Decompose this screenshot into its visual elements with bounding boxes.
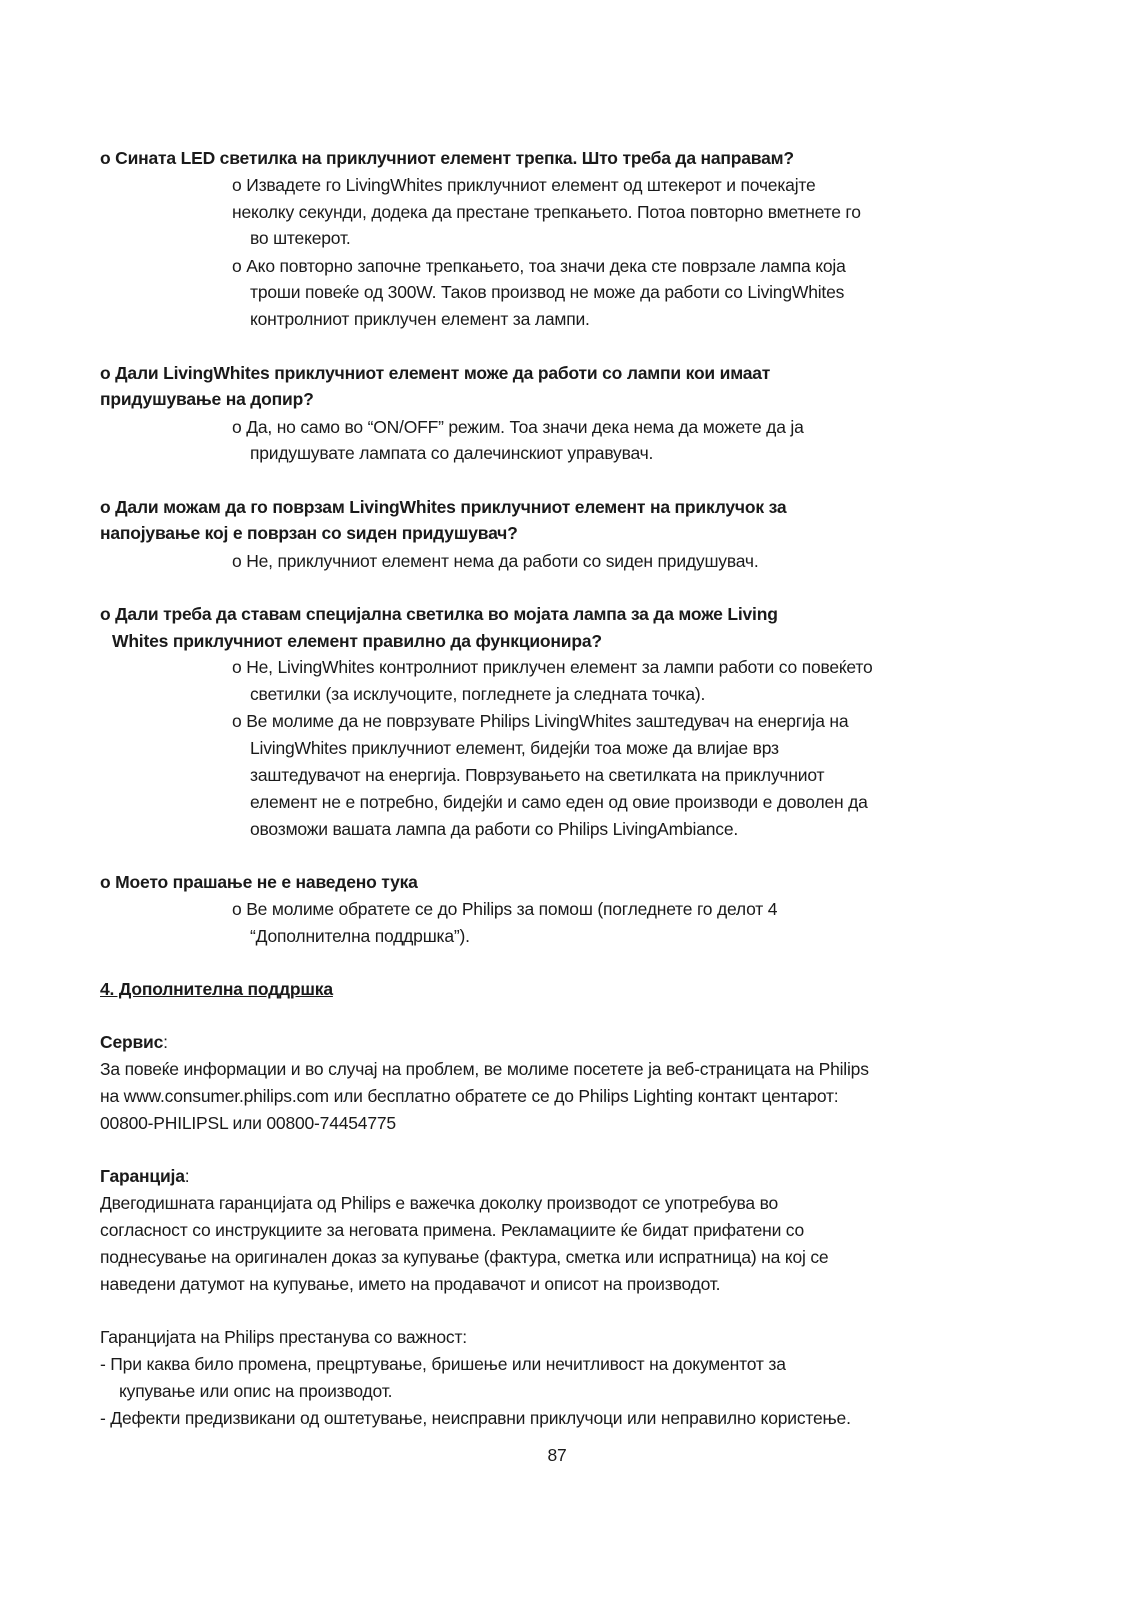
page-number: 87 (547, 1445, 567, 1465)
warranty-heading (100, 1165, 189, 1187)
faq-answer: o Не, LivingWhites контролниот приклучен елемент за лампи работи со повеќето (232, 657, 873, 677)
service-label: Сервис (100, 1032, 164, 1052)
warranty-text: согласност со инструкциите за неговата примена. Рекламациите ќе бидат прифатени со (100, 1220, 805, 1240)
warranty-expiry-item: купување или опис на производот. (119, 1381, 393, 1401)
faq-question: напојување кој е поврзан со ѕиден придушувач? (100, 523, 518, 543)
faq-answer: придушувате лампата со далечинскиот управувач. (250, 443, 654, 463)
service-text: на www.consumer.philips.com или бесплатно обратете се до Philips Lighting контакт центарот: (100, 1086, 839, 1106)
service-heading (100, 1031, 168, 1053)
faq-answer: елемент не е потребно, бидејќи и само еден од овие производи е доволен да (250, 792, 868, 812)
faq-question: o Сината LED светилка на приклучниот елемент трепка. Што треба да направам? (100, 148, 794, 168)
faq-answer: во штекерот. (250, 228, 351, 248)
faq-question: Whites приклучниот елемент правилно да функционира? (112, 631, 602, 651)
warranty-expiry-item: - При каква било промена, прецртување, бришење или нечитливост на документот за (100, 1354, 786, 1374)
service-text: За повеќе информации и во случај на проблем, ве молиме посетете ја веб-страницата на Philips (100, 1059, 869, 1079)
faq-answer: o Да, но само во “ON/OFF” режим. Тоа значи дека нема да можете да ја (232, 417, 804, 437)
warranty-text: поднесување на оригинален доказ за купување (фактура, сметка или испратница) на кој се (100, 1247, 829, 1267)
faq-answer: заштедувачот на енергија. Поврзувањето на светилката на приклучниот (250, 765, 825, 785)
colon: : (163, 1032, 168, 1052)
colon: : (184, 1166, 190, 1186)
warranty-text: Двегодишната гаранцијата од Philips е важечка доколку производот се употребува во (100, 1193, 779, 1213)
faq-question: o Дали LivingWhites приклучниот елемент може да работи со лампи кои имаат (100, 363, 771, 383)
faq-answer: LivingWhites приклучниот елемент, бидејќи тоа може да влијае врз (250, 738, 779, 758)
faq-answer: o Ве молиме обратете се до Philips за помош (погледнете го делот 4 (232, 899, 778, 919)
warranty-expiry-item: - Дефекти предизвикани од оштетување, неисправни приклучоци или неправилно користење. (100, 1408, 851, 1428)
warranty-label: Гаранција (100, 1166, 185, 1186)
faq-answer: неколку секунди, додека да престане трепкањето. Потоа повторно вметнете го (232, 202, 861, 222)
faq-answer: светилки (за исклучоците, погледнете ја следната точка). (250, 684, 706, 704)
faq-answer: овозможи вашата лампа да работи со Philips LivingAmbiance. (250, 819, 739, 839)
faq-answer: o Извадете го LivingWhites приклучниот елемент од штекерот и почекајте (232, 175, 816, 195)
warranty-text: наведени датумот на купување, името на продавачот и описот на производот. (100, 1274, 721, 1294)
service-text: 00800-PHILIPSL или 00800-74454775 (100, 1113, 396, 1133)
warranty-expiry-intro: Гаранцијата на Philips престанува со важност: (100, 1327, 467, 1347)
section-heading: 4. Дополнителна поддршка (100, 979, 333, 999)
faq-answer: o Ве молиме да не поврзувате Philips LivingWhites заштедувач на енергија на (232, 711, 849, 731)
faq-question: o Дали можам да го поврзам LivingWhites приклучниот елемент на приклучок за (100, 497, 787, 517)
faq-answer: o Ако повторно започне трепкањето, тоа значи дека сте поврзале лампа која (232, 256, 846, 276)
faq-answer: троши повеќе од 300W. Таков производ не може да работи со LivingWhites (250, 282, 845, 302)
faq-question: придушување на допир? (100, 389, 314, 409)
faq-answer: контролниот приклучен елемент за лампи. (250, 309, 590, 329)
faq-answer: “Дополнителна поддршка”). (250, 926, 470, 946)
faq-question: o Моето прашање не е наведено тука (100, 872, 418, 892)
faq-answer: o Не, приклучниот елемент нема да работи со ѕиден придушувач. (232, 551, 759, 571)
faq-question: o Дали треба да ставам специјална светилка во мојата лампа за да може Living (100, 604, 778, 624)
